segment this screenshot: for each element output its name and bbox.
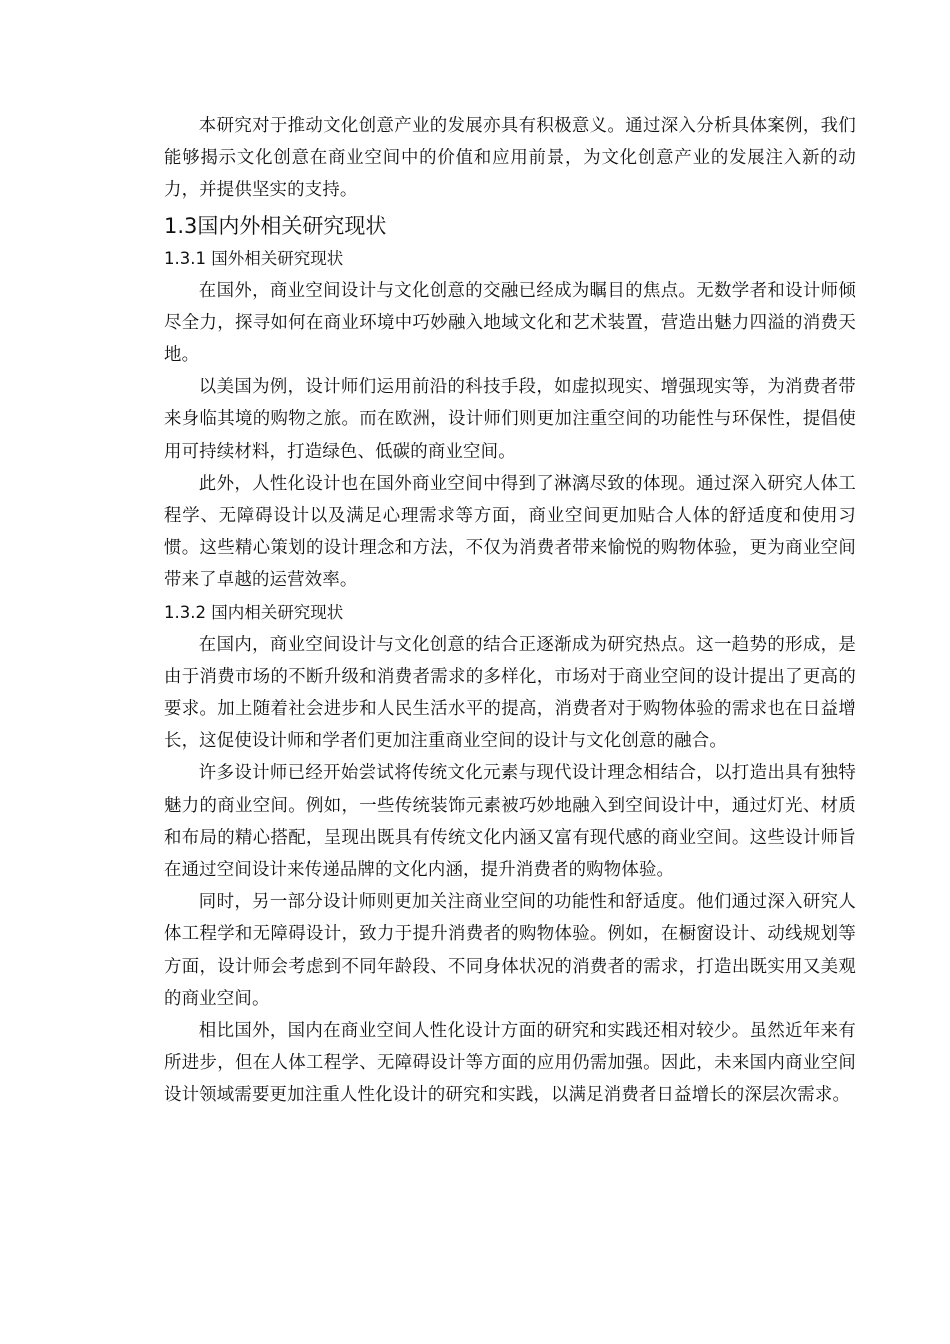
- paragraph-1-3-1-b: 以美国为例，设计师们运用前沿的科技手段，如虚拟现实、增强现实等，为消费者带来身临其境的购物之旅。而在欧洲，设计师们则更加注重空间的功能性与环保性，提倡使用可持续材料，打造绿色、低碳的商业空间。: [164, 377, 856, 462]
- paragraph-1-3-1-a: 在国外，商业空间设计与文化创意的交融已经成为瞩目的焦点。无数学者和设计师倾尽全力，探寻如何在商业环境中巧妙融入地域文化和艺术装置，营造出魅力四溢的消费天地。: [164, 280, 856, 366]
- subsection-heading-1-3-1: 1.3.1 国外相关研究现状: [164, 248, 344, 268]
- intro-paragraph: 本研究对于推动文化创意产业的发展亦具有积极意义。通过深入分析具体案例，我们能够揭示文化创意在商业空间中的价值和应用前景，为文化创意产业的发展注入新的动力，并提供坚实的支持。: [164, 116, 856, 201]
- section-heading-1-3: 1.3国内外相关研究现状: [164, 213, 387, 238]
- paragraph-1-3-2-d: 相比国外，国内在商业空间人性化设计方面的研究和实践还相对较少。虽然近年来有所进步，但在人体工程学、无障碍设计等方面的应用仍需加强。因此，未来国内商业空间设计领域需要更加注重人性化设计的研究和实践，以满足消费者日益增长的深层次需求。: [164, 1021, 856, 1106]
- paragraph-1-3-2-b: 许多设计师已经开始尝试将传统文化元素与现代设计理念相结合，以打造出具有独特魅力的商业空间。例如，一些传统装饰元素被巧妙地融入到空间设计中，通过灯光、材质和布局的精心搭配，呈现出既具有传统文化内涵又富有现代感的商业空间。这些设计师旨在通过空间设计来传递品牌的文化内涵，提升消费者的购物体验。: [164, 763, 856, 881]
- document-page: [164, 110, 856, 1112]
- paragraph-1-3-2-a: 在国内，商业空间设计与文化创意的结合正逐渐成为研究热点。这一趋势的形成，是由于消费市场的不断升级和消费者需求的多样化，市场对于商业空间的设计提出了更高的要求。加上随着社会进步和人民生活水平的提高，消费者对于购物体验的需求也在日益增长，这促使设计师和学者们更加注重商业空间的设计与文化创意的融合。: [164, 634, 856, 752]
- subsection-heading-1-3-2: 1.3.2 国内相关研究现状: [164, 602, 344, 622]
- paragraph-1-3-2-c: 同时，另一部分设计师则更加关注商业空间的功能性和舒适度。他们通过深入研究人体工程学和无障碍设计，致力于提升消费者的购物体验。例如，在橱窗设计、动线规划等方面，设计师会考虑到不同年龄段、不同身体状况的消费者的需求，打造出既实用又美观的商业空间。: [164, 892, 856, 1009]
- paragraph-1-3-1-c: 此外，人性化设计也在国外商业空间中得到了淋漓尽致的体现。通过深入研究人体工程学、无障碍设计以及满足心理需求等方面，商业空间更加贴合人体的舒适度和使用习惯。这些精心策划的设计理念和方法，不仅为消费者带来愉悦的购物体验，更为商业空间带来了卓越的运营效率。: [164, 473, 856, 591]
